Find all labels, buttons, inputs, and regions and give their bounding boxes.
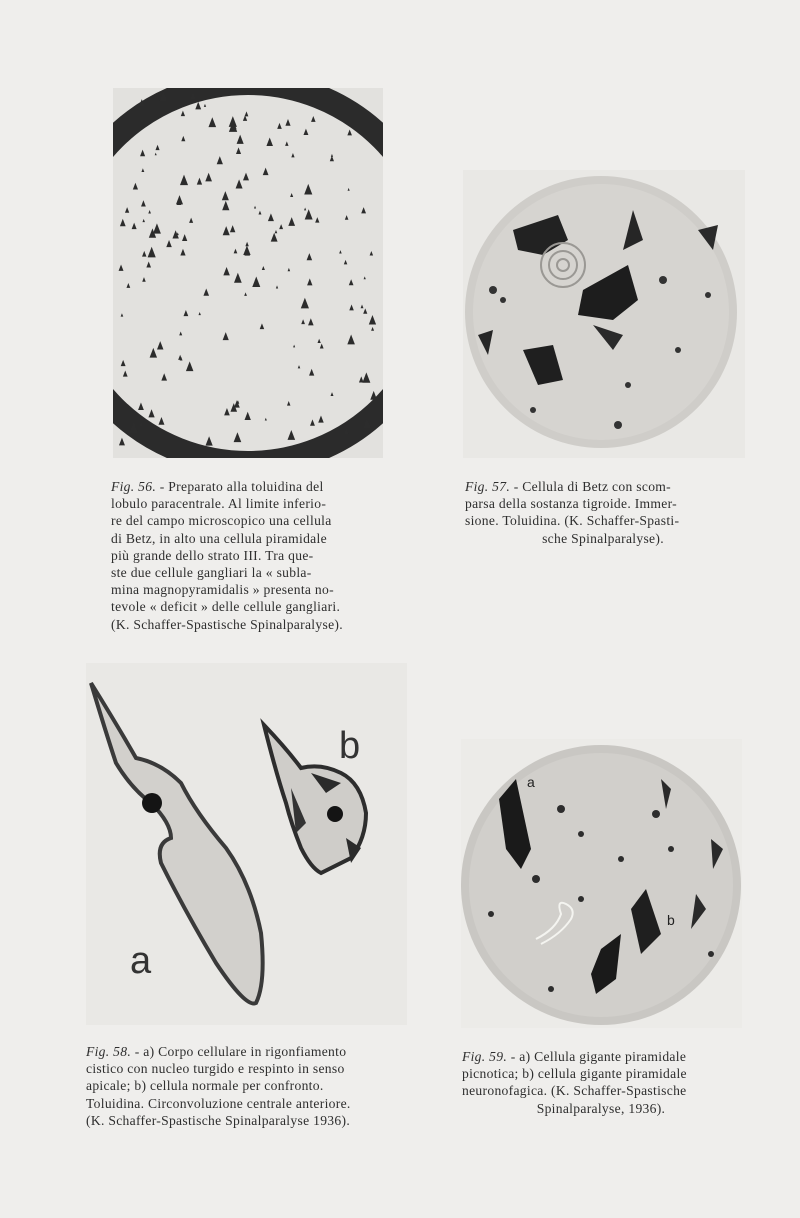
figure-label: Fig. 56. xyxy=(111,479,157,494)
caption-line: parsa della sostanza tigroide. Immer- xyxy=(465,496,678,512)
caption-line: (K. Schaffer-Spastische Spinalparalyse). xyxy=(111,616,343,632)
caption-line: - a) Cellula gigante piramidale xyxy=(507,1049,687,1064)
figure-58-micrograph xyxy=(86,663,407,1025)
caption-line: re del campo microscopico una cellula xyxy=(111,513,332,529)
figure-label: Fig. 58. xyxy=(86,1044,132,1059)
micrograph-56-svg xyxy=(113,88,383,458)
caption-line: - Preparato alla toluidina del xyxy=(156,479,324,494)
caption-line: mina magnopyramidalis » presenta no- xyxy=(111,582,334,598)
caption-fig-57 xyxy=(465,478,741,547)
caption-fig-56 xyxy=(111,478,387,633)
caption-line: lobulo paracentrale. Al limite inferio- xyxy=(111,496,327,512)
image-label-b: b xyxy=(667,912,675,928)
caption-line: - Cellula di Betz con scom- xyxy=(510,479,671,494)
caption-line: sione. Toluidina. (K. Schaffer-Spasti- xyxy=(465,513,680,529)
figure-label: Fig. 59. xyxy=(462,1049,508,1064)
micrograph-57-svg xyxy=(463,170,745,458)
caption-line: cistico con nucleo turgido e respinto in senso xyxy=(86,1061,345,1077)
image-label-a: a xyxy=(527,774,535,790)
figure-label: Fig. 57. xyxy=(465,479,511,494)
caption-line: più grande dello strato III. Tra que- xyxy=(111,547,314,563)
caption-line: (K. Schaffer-Spastische Spinalparalyse 1936). xyxy=(86,1112,351,1128)
image-label-b: b xyxy=(339,725,361,767)
image-label-a: a xyxy=(130,940,152,982)
caption-line: neuronofagica. (K. Schaffer-Spastische xyxy=(462,1083,687,1099)
caption-line: Toluidina. Circonvoluzione centrale anteriore. xyxy=(86,1095,351,1111)
caption-line: apicale; b) cellula normale per confronto. xyxy=(86,1078,324,1094)
micrograph-58-svg xyxy=(86,663,407,1025)
caption-line: di Betz, in alto una cellula piramidale xyxy=(111,530,327,546)
figure-59-micrograph xyxy=(461,739,742,1028)
figure-57-micrograph xyxy=(463,170,745,458)
caption-line: tevole « deficit » delle cellule gangliari. xyxy=(111,599,341,615)
caption-fig-58 xyxy=(86,1043,408,1129)
caption-line: picnotica; b) cellula gigante piramidale xyxy=(462,1066,687,1082)
caption-line: sche Spinalparalyse). xyxy=(542,530,664,546)
micrograph-59-svg xyxy=(461,739,742,1028)
figure-56-micrograph xyxy=(113,88,383,458)
caption-fig-59 xyxy=(462,1048,740,1117)
caption-line: ste due cellule gangliari la « subla- xyxy=(111,565,312,581)
caption-line: Spinalparalyse, 1936). xyxy=(536,1100,666,1116)
caption-line: - a) Corpo cellulare in rigonfiamento xyxy=(131,1044,347,1059)
